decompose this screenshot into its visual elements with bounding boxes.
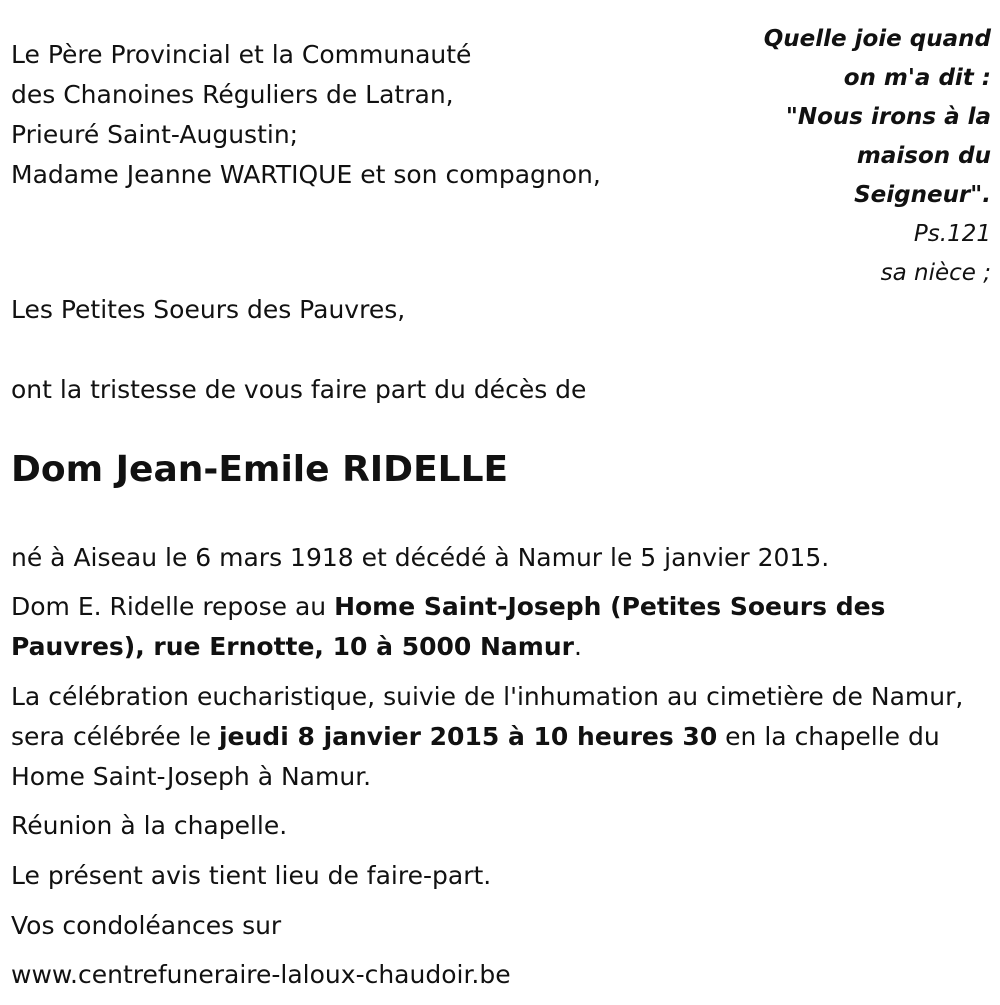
header-line-4: Madame Jeanne WARTIQUE et son compagnon, bbox=[11, 160, 601, 189]
celebration-suffix: en la chapelle du Home Saint-Joseph à Namur. bbox=[11, 722, 940, 791]
rest-suffix: . bbox=[573, 632, 582, 661]
quote-reference: Ps.121 bbox=[913, 221, 991, 247]
quote-line-3: "Nous irons à la bbox=[785, 104, 991, 130]
announcement-line: ont la tristesse de vous faire part du décès de bbox=[11, 375, 587, 404]
reunion-line: Réunion à la chapelle. bbox=[11, 811, 288, 840]
rest-prefix: Dom E. Ridelle repose au bbox=[11, 592, 335, 621]
deceased-name: Dom Jean-Emile RIDELLE bbox=[11, 449, 509, 490]
header-line-2: des Chanoines Réguliers de Latran, bbox=[11, 80, 454, 109]
notice-line: Le présent avis tient lieu de faire-part. bbox=[11, 861, 492, 890]
rest-paragraph bbox=[11, 587, 991, 667]
celebration-paragraph bbox=[11, 677, 991, 797]
header-line-3: Prieuré Saint-Augustin; bbox=[11, 120, 299, 149]
rest-location: Home Saint-Joseph (Petites Soeurs des Pauvres), rue Ernotte, 10 à 5000 Namur bbox=[11, 592, 886, 661]
condolences-label: Vos condoléances sur bbox=[11, 911, 282, 940]
celebration-datetime: jeudi 8 janvier 2015 à 10 heures 30 bbox=[218, 722, 718, 751]
quote-line-2: on m'a dit : bbox=[843, 65, 991, 91]
quote-continuation: sa nièce ; bbox=[880, 260, 991, 286]
birth-death-line: né à Aiseau le 6 mars 1918 et décédé à Namur le 5 janvier 2015. bbox=[11, 543, 830, 572]
quote-line-4: maison du bbox=[856, 143, 991, 169]
quote-line-1: Quelle joie quand bbox=[763, 26, 991, 52]
quote-line-5: Seigneur". bbox=[854, 182, 991, 208]
website-link[interactable]: www.centrefuneraire-laloux-chaudoir.be bbox=[11, 960, 511, 989]
header-line-1: Le Père Provincial et la Communauté bbox=[11, 40, 472, 69]
psalm-quote bbox=[691, 20, 991, 293]
sisters-line: Les Petites Soeurs des Pauvres, bbox=[11, 295, 406, 324]
celebration-prefix: La célébration eucharistique, suivie de l'inhumation au cimetière de Namur, sera célébrée le bbox=[11, 682, 964, 751]
